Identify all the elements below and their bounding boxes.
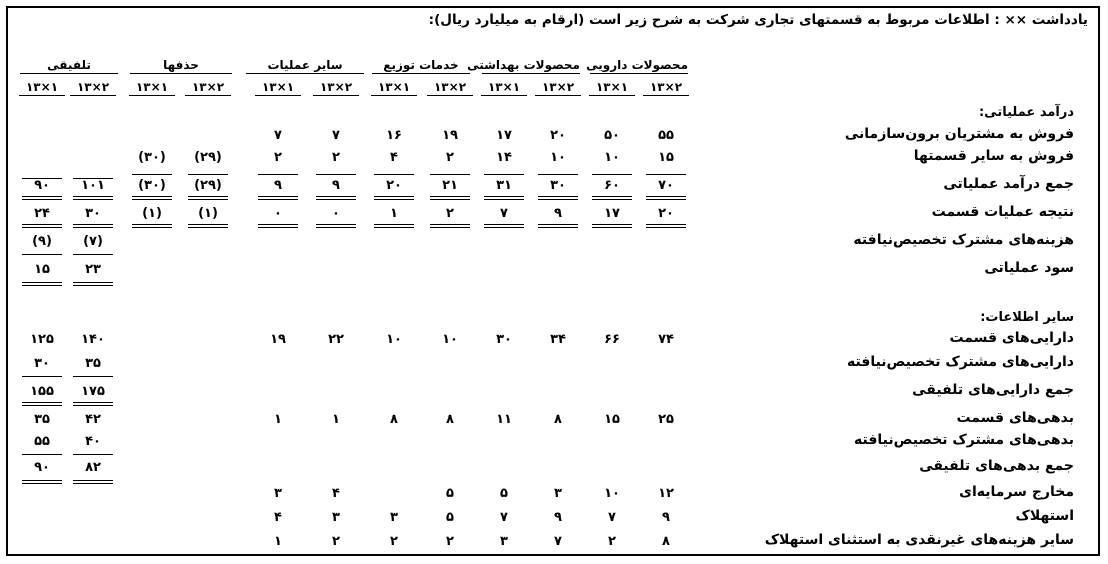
table-cell: ۵۰ (604, 128, 620, 143)
group-header: حذفها (130, 58, 232, 74)
table-cell: ۳۵ (34, 412, 50, 427)
note-title: یادداشت ×× : اطلاعات مربوط به قسمتهای تجاری شرکت به شرح زیر است (ارقام به میلیارد ریال): (428, 12, 1088, 28)
rule-line (22, 480, 62, 481)
rule-line (430, 224, 470, 225)
table-cell: ۸۲ (85, 460, 101, 475)
rule-line (188, 196, 228, 197)
rule-line (73, 454, 113, 455)
rule-line (592, 224, 632, 225)
table-cell: ۳۰ (85, 206, 101, 221)
table-cell: ۸ (390, 412, 398, 427)
row-label: دارایی‌های مشترک تخصیص‌نیافته (846, 354, 1074, 370)
rule-line (374, 227, 414, 228)
table-cell: ۲۴ (34, 206, 50, 221)
table-cell: ۱۷ (496, 128, 512, 143)
row-label: بدهی‌های مشترک تخصیص‌نیافته (854, 432, 1074, 448)
table-cell: ۵ (446, 486, 454, 501)
table-cell: ۹۰ (34, 460, 50, 475)
rule-line (73, 282, 113, 283)
table-cell: (۷) (83, 234, 103, 249)
table-cell: ۷۴ (658, 332, 674, 347)
row-label: سود عملیاتی (984, 260, 1074, 276)
row-label: بدهی‌های قسمت (956, 410, 1074, 426)
row-label: مخارج سرمایه‌ای (959, 484, 1074, 500)
rule-line (22, 402, 62, 403)
rule-line (430, 196, 470, 197)
table-cell: ۴ (274, 510, 282, 525)
year-header: ۱۳×۱ (481, 80, 527, 96)
year-header: ۱۳×۱ (589, 80, 635, 96)
table-cell: ۸ (554, 412, 562, 427)
table-cell: ۳۰ (550, 178, 566, 193)
rule-line (316, 227, 356, 228)
rule-line (22, 227, 62, 228)
rule-line (374, 174, 414, 175)
table-cell: ۲ (608, 534, 616, 549)
rule-line (22, 282, 62, 283)
rule-line (132, 224, 172, 225)
table-cell: ۷ (554, 534, 562, 549)
rule-line (484, 196, 524, 197)
table-cell: ۱۰ (550, 150, 566, 165)
table-cell: ۰ (332, 206, 340, 221)
table-cell: ۷ (608, 510, 616, 525)
rule-line (22, 405, 62, 406)
table-cell: ۹ (554, 510, 562, 525)
year-header: ۱۳×۲ (427, 80, 473, 96)
table-cell: ۹ (274, 178, 282, 193)
year-header: ۱۳×۲ (643, 80, 689, 96)
row-label: فروش به سایر قسمتها (913, 148, 1074, 164)
rule-line (132, 199, 172, 200)
rule-line (188, 199, 228, 200)
table-cell: ۷۰ (658, 178, 674, 193)
year-header: ۱۳×۱ (129, 80, 175, 96)
table-cell: ۱۵۵ (30, 384, 54, 399)
rule-line (258, 196, 298, 197)
rule-line (646, 224, 686, 225)
table-cell: ۵ (446, 510, 454, 525)
table-cell: ۲۰ (658, 206, 674, 221)
rule-line (646, 174, 686, 175)
rule-line (73, 224, 113, 225)
rule-line (538, 196, 578, 197)
rule-line (316, 199, 356, 200)
rule-line (538, 199, 578, 200)
rule-line (73, 376, 113, 377)
group-header: خدمات توزیع (372, 58, 470, 74)
rule-line (258, 199, 298, 200)
table-cell: ۴۲ (85, 412, 101, 427)
row-label: هزینه‌های مشترک تخصیص‌نیافته (853, 232, 1074, 248)
table-cell: (۱) (198, 206, 218, 221)
section-other-info: سایر اطلاعات: (980, 310, 1074, 325)
section-operating-revenue: درآمد عملیاتی: (978, 105, 1074, 120)
rule-line (646, 196, 686, 197)
rule-line (73, 227, 113, 228)
year-header: ۱۳×۲ (313, 80, 359, 96)
rule-line (73, 196, 113, 197)
row-label: نتیجه عملیات قسمت (931, 204, 1074, 220)
table-cell: ۲ (274, 150, 282, 165)
rule-line (316, 196, 356, 197)
rule-line (374, 196, 414, 197)
rule-line (22, 483, 62, 484)
table-cell: ۱۷۵ (81, 384, 105, 399)
table-cell: ۳ (332, 510, 340, 525)
table-cell: ۶۰ (604, 178, 620, 193)
table-cell: ۹ (662, 510, 670, 525)
table-cell: ۱۱ (496, 412, 512, 427)
rule-line (592, 174, 632, 175)
table-cell: ۷ (500, 510, 508, 525)
table-cell: ۳ (554, 486, 562, 501)
table-cell: ۵۵ (34, 434, 50, 449)
group-header: محصولات دارویی (586, 58, 688, 72)
year-header: ۱۳×۱ (19, 80, 65, 96)
table-cell: ۱۴۰ (81, 332, 105, 347)
rule-line (316, 174, 356, 175)
rule-line (430, 199, 470, 200)
rule-line (132, 196, 172, 197)
table-cell: ۳۰ (496, 332, 512, 347)
row-label: دارایی‌های قسمت (949, 330, 1074, 346)
table-cell: ۵ (500, 486, 508, 501)
table-cell: ۱۰ (604, 150, 620, 165)
table-cell: ۳۰ (34, 356, 50, 371)
rule-line (592, 199, 632, 200)
table-cell: (۳۰) (138, 150, 166, 165)
rule-line (646, 199, 686, 200)
table-cell: ۲ (446, 206, 454, 221)
rule-line (73, 405, 113, 406)
row-label: جمع دارایی‌های تلفیقی (912, 382, 1074, 398)
rule-line (258, 224, 298, 225)
table-cell: ۱۵ (34, 262, 50, 277)
row-label: فروش به مشتریان برون‌سازمانی (844, 126, 1074, 142)
rule-line (188, 174, 228, 175)
table-cell: ۹ (332, 178, 340, 193)
rule-line (374, 224, 414, 225)
row-label: جمع بدهی‌های تلفیقی (919, 458, 1074, 474)
table-cell: ۳۱ (496, 178, 512, 193)
table-cell: ۲ (446, 150, 454, 165)
row-label: استهلاک (1015, 508, 1074, 524)
rule-line (538, 227, 578, 228)
rule-line (188, 227, 228, 228)
rule-line (73, 178, 113, 179)
table-cell: ۷ (274, 128, 282, 143)
rule-line (592, 227, 632, 228)
table-cell: ۳۵ (85, 356, 101, 371)
rule-line (22, 454, 62, 455)
rule-line (430, 227, 470, 228)
table-cell: ۳ (390, 510, 398, 525)
table-cell: ۱۰ (442, 332, 458, 347)
row-label: سایر هزینه‌های غیرنقدی به استثنای استهلاک (764, 532, 1074, 548)
rule-line (484, 199, 524, 200)
table-cell: ۲۳ (85, 262, 101, 277)
table-cell: (۹) (32, 234, 52, 249)
table-cell: ۲ (446, 534, 454, 549)
table-cell: ۳ (500, 534, 508, 549)
rule-line (22, 285, 62, 286)
group-header: سایر عملیات (246, 58, 364, 74)
table-cell: ۲۱ (442, 178, 458, 193)
table-cell: ۱ (274, 534, 282, 549)
table-cell: ۳۴ (550, 332, 566, 347)
table-cell: ۱۰۱ (81, 178, 105, 193)
rule-line (646, 227, 686, 228)
year-header: ۱۳×۱ (255, 80, 301, 96)
row-label: جمع درآمد عملیاتی (943, 176, 1074, 192)
rule-line (538, 224, 578, 225)
table-cell: (۳۰) (138, 178, 166, 193)
table-cell: ۹ (554, 206, 562, 221)
rule-line (22, 196, 62, 197)
table-cell: ۰ (274, 206, 282, 221)
group-header: تلفیقی (20, 58, 118, 74)
rule-line (592, 196, 632, 197)
table-cell: ۶۶ (604, 332, 620, 347)
table-cell: ۱۹ (442, 128, 458, 143)
table-cell: ۲ (332, 150, 340, 165)
table-cell: (۲۹) (194, 150, 222, 165)
rule-line (316, 224, 356, 225)
year-header: ۱۳×۲ (185, 80, 231, 96)
table-cell: ۸ (662, 534, 670, 549)
rule-line (484, 227, 524, 228)
group-header: محصولات بهداشتی (467, 58, 580, 72)
rule-line (132, 174, 172, 175)
table-cell: (۱) (142, 206, 162, 221)
rule-line (73, 402, 113, 403)
table-cell: ۱۵ (658, 150, 674, 165)
rule-line (258, 227, 298, 228)
table-cell: ۲۲ (328, 332, 344, 347)
table-cell: ۱۵ (604, 412, 620, 427)
rule-line (188, 224, 228, 225)
table-cell: ۴ (332, 486, 340, 501)
table-cell: ۳ (274, 486, 282, 501)
rule-line (484, 224, 524, 225)
table-cell: ۱۹ (270, 332, 286, 347)
table-cell: ۱۰ (604, 486, 620, 501)
table-cell: ۴ (390, 150, 398, 165)
rule-line (22, 254, 62, 255)
rule-line (258, 174, 298, 175)
table-cell: ۱۶ (386, 128, 402, 143)
rule-line (73, 480, 113, 481)
table-cell: ۱ (274, 412, 282, 427)
rule-line (430, 174, 470, 175)
rule-line (73, 254, 113, 255)
table-cell: ۲۰ (550, 128, 566, 143)
rule-line (132, 227, 172, 228)
table-cell: ۱۲۵ (30, 332, 54, 347)
rule-line (538, 174, 578, 175)
rule-line (22, 199, 62, 200)
table-cell: ۹۰ (34, 178, 50, 193)
table-cell: ۲۵ (658, 412, 674, 427)
table-cell: ۷ (500, 206, 508, 221)
table-cell: ۵۵ (658, 128, 674, 143)
table-cell: ۸ (446, 412, 454, 427)
table-cell: (۲۹) (194, 178, 222, 193)
rule-line (73, 285, 113, 286)
table-cell: ۴۰ (85, 434, 101, 449)
rule-line (22, 224, 62, 225)
year-header: ۱۳×۱ (371, 80, 417, 96)
rule-line (73, 483, 113, 484)
table-cell: ۱۴ (496, 150, 512, 165)
rule-line (484, 174, 524, 175)
table-cell: ۱ (390, 206, 398, 221)
table-cell: ۱۰ (386, 332, 402, 347)
table-cell: ۲۰ (386, 178, 402, 193)
table-cell: ۱ (332, 412, 340, 427)
rule-line (22, 376, 62, 377)
table-cell: ۱۷ (604, 206, 620, 221)
rule-line (374, 199, 414, 200)
year-header: ۱۳×۲ (535, 80, 581, 96)
year-header: ۱۳×۲ (70, 80, 116, 96)
rule-line (73, 199, 113, 200)
table-cell: ۲ (332, 534, 340, 549)
table-cell: ۱۲ (658, 486, 674, 501)
table-cell: ۷ (332, 128, 340, 143)
rule-line (22, 178, 62, 179)
table-cell: ۲ (390, 534, 398, 549)
